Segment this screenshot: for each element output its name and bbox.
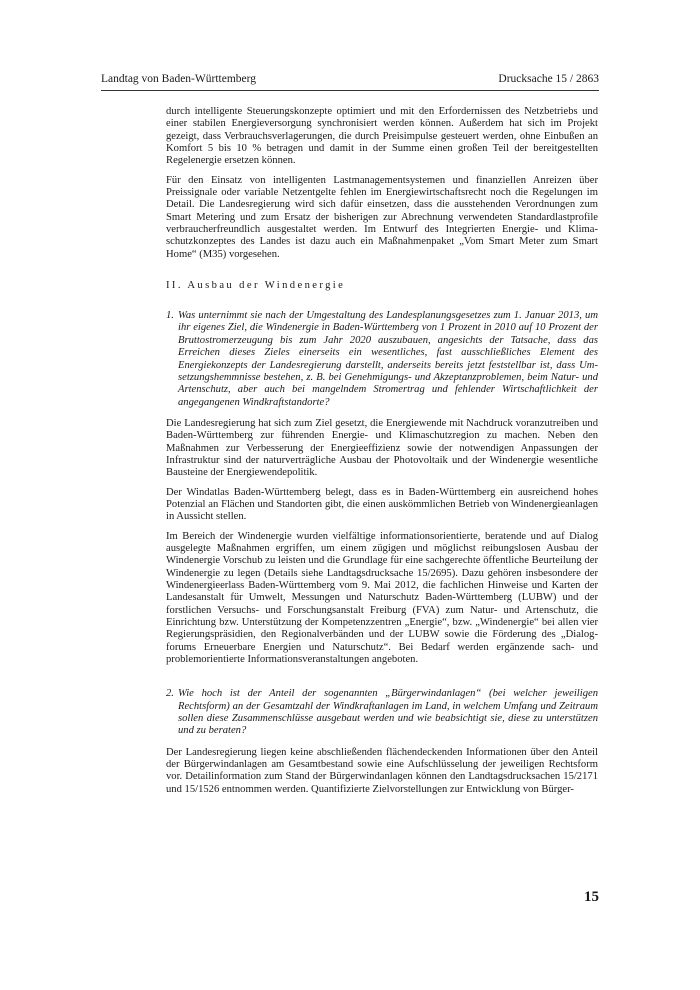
- question-text: Was unternimmt sie nach der Umgestaltung des Landesplanungsgesetzes zum 1. Januar 2013, um ihr eigenes Ziel, die Windenergie in Baden-Württemberg von 1 Prozent in 2010 auf 10 Prozent der Bruttostromerzeugung bis zum Jahr 2020 auszubauen, angesichts der Tatsache, dass das Erreichen dieses Zieles einerseits ein wesentliches, fast ausschließliches Element des Energiekonzepts der Landesregierung darstellt, anderseits bereits jetzt feststellbar ist, dass Umsetzungshemmnisse bestehen, z. B. bei Genehmigungs- und Akzeptanzproblemen, beim Natur- und Artenschutz, aber auch bei mangelndem Stromertrag und fehlender Wirtschaftlichkeit der angegangenen Windkraftstandorte?: [178, 310, 598, 408]
- body-paragraph: durch intelligente Steuerungskonzepte optimiert und mit den Erfordernissen des Netzbetriebs und einer stabilen Energieversorgung synchronisiert werden können. Außerdem hat sich im Projekt gezeigt, dass Verbrauchsverlagerungen, die durch Preisimpulse gesteuert werden, ohne Einbußen an Komfort 5 bis 10 % betragen und damit in der Summe einen großen Teil der bereitgestellten Regelenergie ersetzen können.: [166, 106, 598, 167]
- answer-paragraph: Der Landesregierung liegen keine abschließenden flächendeckenden Informationen über den Anteil der Bürgerwindanlagen am Gesamtbestand sowie eine Aufschlüsselung der jeweiligen Rechtsform vor. Detailinformation zum Stand der Bürgerwindanlagen können den Landtagsdrucksachen 15/2171 und 15/1526 entnommen werden. Quantifizierte Zielvorstellungen zur Entwicklung von Bürger-: [166, 746, 598, 795]
- page-header: [101, 72, 599, 91]
- section-heading: II. Ausbau der Windenergie: [166, 280, 346, 292]
- page-number: 15: [584, 889, 599, 905]
- question-number: 1.: [166, 310, 174, 322]
- question-number: 2.: [166, 688, 174, 700]
- header-publisher: Landtag von Baden-Württemberg: [101, 73, 256, 85]
- question-text: Wie hoch ist der Anteil der sogenannten „Bürgerwindanlagen“ (bei welcher jeweiligen Rechtsform) an der Gesamtzahl der Windkraftanlagen im Land, in welchem Umfang und Zeitraum sollen diese Zusammenschlüsse ausgebaut werden und wie beabsichtigt sie, diese zu unterstützen und zu beraten?: [178, 688, 598, 737]
- header-document-number: Drucksache 15 / 2863: [498, 73, 599, 85]
- body-paragraph: Für den Einsatz von intelligenten Lastmanagementsystemen und finanziellen Anreizen über Preissignale oder variable Netzentgelte fehlen im Energiewirtschaftsrecht noch die Regelungen im Detail. Die Landesregierung wird sich dafür einsetzen, dass die ausstehenden Verordnungen zum Smart Metering und zum Ersatz der bisherigen zur Abrechnung verwendeten Standardlastprofile verbraucherfreundlich ausgestaltet werden. Im Entwurf des Integrierten Energie- und Klimaschutzkonzeptes des Landes ist dazu auch ein Maßnahmenpaket „Vom Smart Meter zum Smart Home“ (M35) vorgesehen.: [166, 174, 598, 260]
- question-2: [166, 688, 598, 737]
- answer-paragraph: Der Windatlas Baden-Württemberg belegt, dass es in Baden-Württemberg ein ausreichend hohes Potenzial an Flächen und Standorten gibt, die einen auskömmlichen Betrieb von Windenergieanlagen in Aussicht stellen.: [166, 486, 598, 523]
- question-1: [166, 310, 598, 409]
- page-body: [166, 106, 598, 796]
- answer-paragraph: Im Bereich der Windenergie wurden vielfältige informationsorientierte, beratende und auf Dialog ausgelegte Maßnahmen ergriffen, um einem zügigen und möglichst reibungslosen Ausbau der Windenergie Vorschub zu leisten und die Grundlage für eine sachgerechte öffentliche Beurteilung der Windenergie zu legen (Details siehe Landtagsdrucksache 15/2695). Dazu gehören insbesondere der Windenergieerlass Baden-Württemberg vom 9. Mai 2012, die fachlichen Hinweise und Karten der Landesanstalt für Umwelt, Messungen und Naturschutz Baden-Württemberg (LUBW) und der forstlichen Versuchs- und Forschungsanstalt Freiburg (FVA) zum Natur- und Artenschutz, die Einrichtung bzw. Unterstützung der Kompetenzzentren „Energie“, bzw. „Windenergie“ bei allen vier Regierungspräsidien, den Regionalverbänden und der LUBW sowie die Förderung des „Dialogforums Erneuerbare Energien und Naturschutz“. Bei Bedarf werden ergänzende sach- und problemorientierte Informationsveranstaltungen angeboten.: [166, 530, 598, 666]
- answer-paragraph: Die Landesregierung hat sich zum Ziel gesetzt, die Energiewende mit Nachdruck voranzutreiben und Baden-Württemberg zur führenden Energie- und Klimaschutzregion zu machen. Neben den Maßnahmen zur Verbesserung der Energieeffizienz sowie der notwendigen Anpassungen der Infrastruktur sind der naturverträgliche Ausbau der Photovoltaik und der Windenergie wesentliche Bausteine der Energiewendepolitik.: [166, 417, 598, 479]
